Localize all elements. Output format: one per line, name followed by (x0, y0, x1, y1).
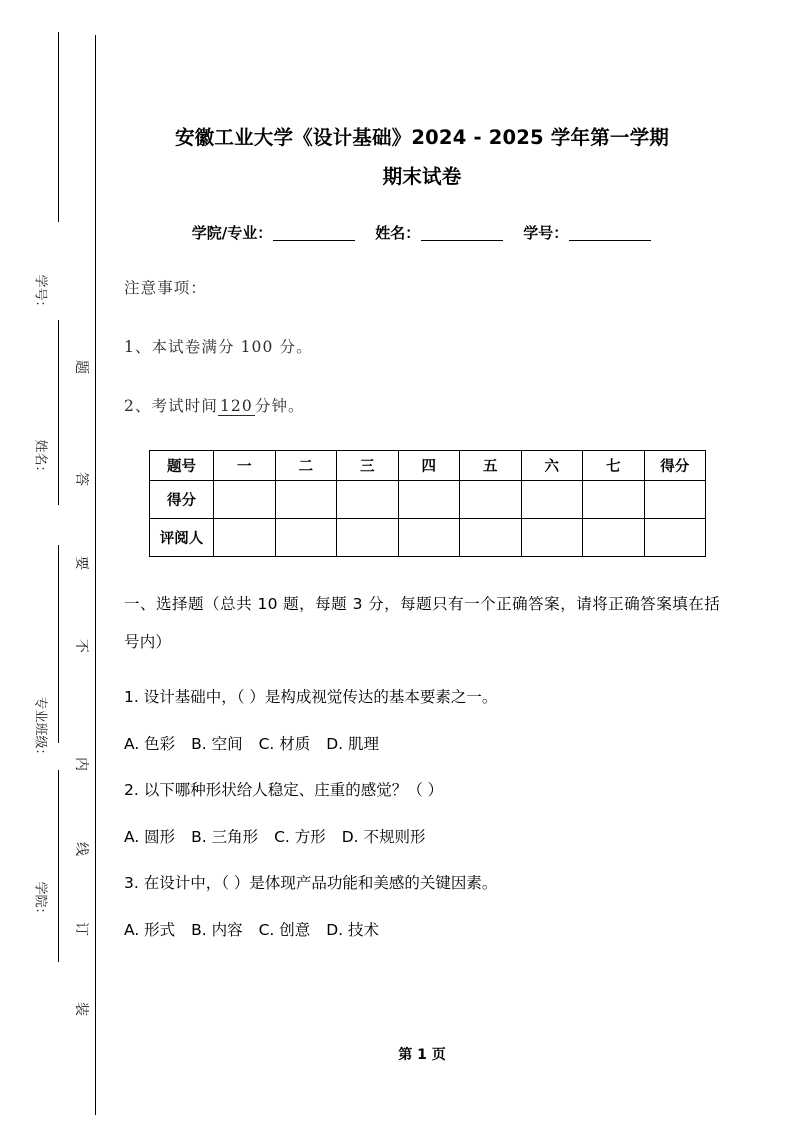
seal-char-0: 装 (73, 1002, 89, 1016)
table-row (150, 519, 706, 557)
notice-heading: 注意事项： (124, 279, 208, 297)
seal-char-3: 内 (73, 757, 89, 771)
question-1-option-c[interactable]: C. 材质 (258, 735, 311, 753)
score-table-header-5: 五 (460, 451, 522, 481)
college-major-blank[interactable] (273, 240, 355, 241)
question-3-option-a[interactable]: A. 形式 (124, 921, 176, 939)
score-cell-0-5[interactable] (521, 481, 583, 519)
question-1-option-b[interactable]: B. 空间 (191, 735, 243, 753)
score-cell-0-0[interactable] (214, 481, 276, 519)
seal-rule-1 (58, 32, 59, 222)
score-cell-1-4[interactable] (460, 519, 522, 557)
binding-sidebar (0, 0, 100, 1122)
score-table-header-6: 六 (521, 451, 583, 481)
score-cell-0-1[interactable] (275, 481, 337, 519)
question-3-option-c[interactable]: C. 创意 (258, 921, 311, 939)
student-id-label: 学号： (523, 224, 569, 242)
notice-item-1: 1、本试卷满分 100 分。 (124, 338, 313, 356)
question-3-options (124, 920, 720, 940)
identity-fields-row (124, 222, 720, 244)
score-table-header-7: 七 (583, 451, 645, 481)
table-row-header (150, 451, 706, 481)
exam-duration-value: 120 (219, 397, 253, 415)
seal-label-name: 姓名： (32, 439, 48, 479)
score-table-header-4: 四 (398, 451, 460, 481)
score-cell-1-2[interactable] (337, 519, 399, 557)
score-cell-1-5[interactable] (521, 519, 583, 557)
question-2-options (124, 827, 720, 847)
seal-char-2: 线 (73, 842, 89, 856)
score-cell-1-1[interactable] (275, 519, 337, 557)
seal-char-4: 不 (73, 639, 89, 653)
score-cell-0-4[interactable] (460, 481, 522, 519)
seal-rule-4 (58, 770, 59, 962)
page-body (124, 0, 720, 1122)
title-line-1: 安徽工业大学《设计基础》2024 - 2025 学年第一学期 (174, 126, 669, 149)
seal-rule-3 (58, 545, 59, 743)
title-line-2: 期末试卷 (382, 165, 462, 188)
question-2-option-a[interactable]: A. 圆形 (124, 828, 176, 846)
section-1-heading: 一、选择题（总共 10 题，每题 3 分，每题只有一个正确答案，请将正确答案填在括号内） (124, 595, 720, 651)
notice-item-2-prefix: 2、考试时间 (124, 397, 218, 415)
question-2-option-c[interactable]: C. 方形 (274, 828, 326, 846)
score-cell-1-7[interactable] (644, 519, 706, 557)
notice-item-2 (124, 397, 720, 416)
seal-label-college: 学院： (32, 881, 48, 921)
question-3-option-d[interactable]: D. 技术 (326, 921, 379, 939)
question-2-option-b[interactable]: B. 三角形 (191, 828, 259, 846)
question-2-option-d[interactable]: D. 不规则形 (341, 828, 426, 846)
seal-char-6: 答 (73, 472, 89, 486)
score-table-header-8: 得分 (644, 451, 706, 481)
seal-char-5: 要 (73, 556, 89, 570)
student-id-blank[interactable] (569, 240, 651, 241)
page-number-text: 第 1 页 (398, 1047, 446, 1063)
college-major-label: 学院/专业： (191, 224, 273, 242)
page-footer (124, 1044, 720, 1064)
question-2-stem: 2. 以下哪种形状给人稳定、庄重的感觉？（ ） (124, 781, 444, 799)
score-cell-1-0[interactable] (214, 519, 276, 557)
score-cell-0-6[interactable] (583, 481, 645, 519)
score-table (149, 450, 706, 557)
name-label: 姓名： (375, 224, 421, 242)
seal-rule-2 (58, 320, 59, 505)
question-3-option-b[interactable]: B. 内容 (191, 921, 243, 939)
score-table-header-3: 三 (337, 451, 399, 481)
seal-char-1: 订 (73, 922, 89, 936)
score-table-header-0: 题号 (150, 451, 214, 481)
page-title (124, 0, 720, 196)
table-row (150, 481, 706, 519)
seal-label-student-id: 学号： (32, 274, 48, 314)
question-1-option-a[interactable]: A. 色彩 (124, 735, 176, 753)
seal-char-7: 题 (73, 360, 89, 374)
score-cell-0-7[interactable] (644, 481, 706, 519)
name-blank[interactable] (421, 240, 503, 241)
score-table-header-1: 一 (214, 451, 276, 481)
notice-item-2-suffix: 分钟。 (254, 397, 305, 415)
score-cell-1-3[interactable] (398, 519, 460, 557)
question-1-stem: 1. 设计基础中，（ ）是构成视觉传达的基本要素之一。 (124, 688, 498, 706)
question-1-options (124, 734, 720, 754)
score-table-header-2: 二 (275, 451, 337, 481)
score-cell-0-2[interactable] (337, 481, 399, 519)
seal-label-class: 专业班级： (32, 696, 48, 762)
score-row-label-0: 得分 (150, 481, 214, 519)
score-cell-1-6[interactable] (583, 519, 645, 557)
score-row-label-1: 评阅人 (150, 519, 214, 557)
score-cell-0-3[interactable] (398, 481, 460, 519)
question-3-stem: 3. 在设计中，（ ）是体现产品功能和美感的关键因素。 (124, 874, 498, 892)
binding-vertical-rule (95, 35, 96, 1115)
question-1-option-d[interactable]: D. 肌理 (326, 735, 379, 753)
